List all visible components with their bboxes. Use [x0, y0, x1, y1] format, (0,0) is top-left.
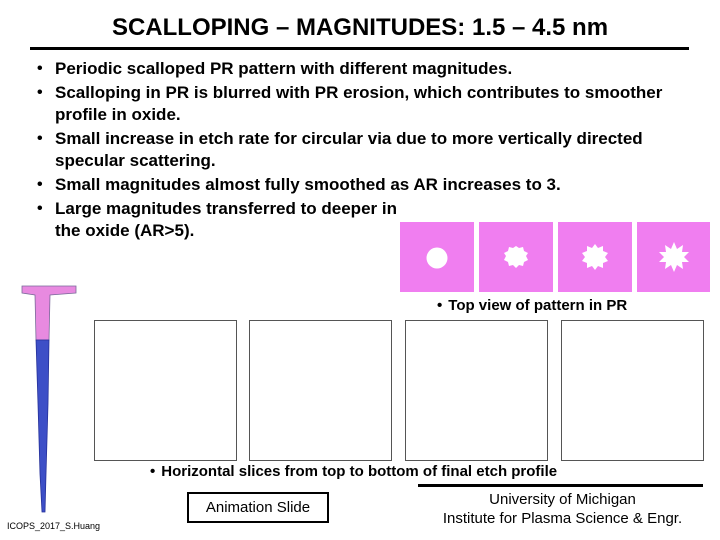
top-view-image — [637, 222, 711, 292]
bullet-dot: • — [37, 200, 43, 217]
etch-profile-image — [18, 284, 78, 514]
top-view-panel-2 — [479, 222, 553, 292]
affiliation — [410, 490, 715, 528]
bullet-dot: • — [37, 130, 43, 147]
bullet-text: Small magnitudes almost fully smoothed as AR increases to 3. — [55, 175, 561, 194]
bullet-text: Large magnitudes transferred to deeper in the oxide (AR>5). — [55, 199, 397, 240]
top-view-caption-text: Top view of pattern in PR — [448, 297, 628, 314]
bullet-dot: • — [437, 297, 443, 314]
animation-slide-button[interactable]: Animation Slide — [187, 492, 329, 523]
slices-caption — [150, 463, 557, 480]
top-view-image — [400, 222, 474, 292]
bullet-dot: • — [37, 176, 43, 193]
bullet-dot: • — [150, 463, 156, 480]
top-view-image — [479, 222, 553, 292]
affiliation-institute: Institute for Plasma Science & Engr. — [442, 510, 683, 527]
bullet-list — [34, 58, 694, 244]
slice-frame-2 — [249, 320, 392, 461]
bullet-item — [34, 82, 694, 126]
affiliation-university: University of Michigan — [489, 491, 636, 508]
top-view-panel-4 — [637, 222, 710, 292]
bullet-dot: • — [37, 60, 43, 77]
bullet-item — [34, 198, 415, 242]
bullet-dot: • — [37, 84, 43, 101]
top-view-caption — [437, 297, 627, 314]
bullet-item — [34, 174, 694, 196]
bullet-text: Scalloping in PR is blurred with PR erosion, which contributes to smoother profile in oxide. — [55, 83, 663, 124]
bullet-item — [34, 128, 694, 172]
bullet-item — [34, 58, 694, 80]
slices-caption-text: Horizontal slices from top to bottom of final etch profile — [161, 463, 558, 480]
title-underline — [30, 47, 689, 50]
slide-title: SCALLOPING – MAGNITUDES: 1.5 – 4.5 nm — [111, 14, 609, 41]
footer-rule — [418, 484, 703, 487]
top-view-panel-3 — [558, 222, 632, 292]
slice-frame-1 — [94, 320, 237, 461]
slice-frame-3 — [405, 320, 548, 461]
footer-id: ICOPS_2017_S.Huang — [7, 521, 101, 531]
bullet-text: Small increase in etch rate for circular via due to more vertically directed specular scattering. — [55, 129, 643, 170]
bullet-text: Periodic scalloped PR pattern with different magnitudes. — [55, 59, 513, 78]
top-view-panel-1 — [400, 222, 474, 292]
top-view-image — [558, 222, 632, 292]
slice-frame-4 — [561, 320, 704, 461]
